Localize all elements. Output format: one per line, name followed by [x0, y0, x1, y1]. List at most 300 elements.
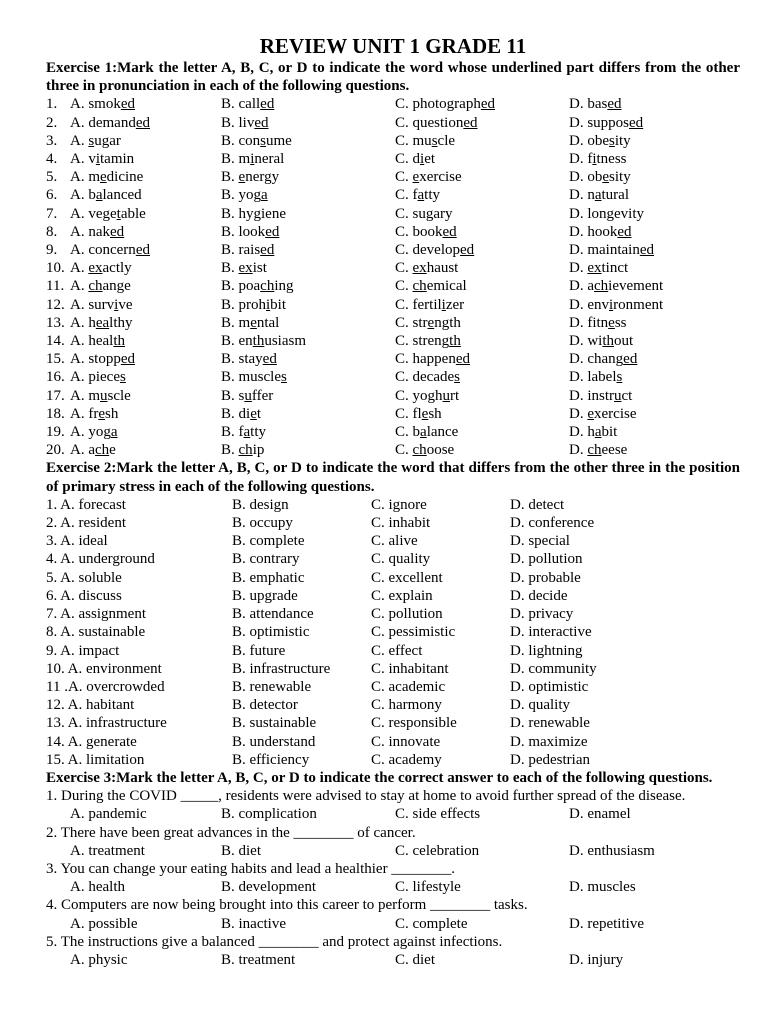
- option-text: B. poa: [221, 278, 261, 295]
- answer-option: [70, 277, 221, 295]
- question-number: 2.: [46, 114, 58, 131]
- option-text: B. proh: [221, 296, 266, 313]
- underlined-part: g: [606, 205, 614, 222]
- answer-option: [70, 350, 221, 368]
- underlined-part: ed: [463, 114, 478, 131]
- option-text: D. chang: [569, 351, 624, 368]
- option-text: able: [120, 205, 146, 222]
- answer-option: D. probable: [510, 569, 581, 586]
- answer-option: [569, 132, 729, 150]
- answer-option: [395, 277, 569, 295]
- answer-option: D. pedestrian: [510, 751, 590, 768]
- question-number: 13.: [46, 314, 65, 331]
- answer-option: [569, 259, 729, 277]
- option-text: et: [424, 151, 436, 168]
- underlined-part: ed: [265, 223, 280, 240]
- underlined-part: s: [260, 132, 267, 149]
- exercise-2-instruction: Exercise 2:Mark the letter A, B, C, or D to indicate the word that differs from the other three in the position of primary stress in each of the following questions.: [46, 460, 740, 495]
- option-text: B. rais: [221, 242, 261, 259]
- answer-option: B. sustainable: [232, 715, 317, 732]
- underlined-part: ed: [455, 351, 470, 368]
- underlined-part: ed: [480, 96, 495, 113]
- underlined-part: a: [261, 187, 268, 204]
- answer-option: [569, 205, 729, 223]
- answer-option: [221, 150, 395, 168]
- option-text: dicine: [106, 169, 144, 186]
- answer-option: C. diet: [395, 951, 435, 968]
- underlined-part: ch: [594, 278, 609, 295]
- answer-option: B. development: [221, 879, 316, 896]
- question-row: [46, 332, 740, 350]
- option-text: tty: [250, 424, 267, 441]
- underlined-part: s: [88, 132, 95, 149]
- option-text: usiasm: [264, 333, 307, 350]
- question-number: 3.: [46, 132, 58, 149]
- option-text: B. m: [221, 151, 251, 168]
- option-text: C. d: [395, 151, 421, 168]
- question-row: [46, 205, 740, 223]
- option-text: B. hy: [221, 205, 254, 222]
- exercise-3-instruction: Exercise 3:Mark the letter A, B, C, or D to indicate the correct answer to each of the following questions.: [46, 769, 713, 786]
- answer-option: [70, 387, 221, 405]
- option-text: A.: [70, 278, 89, 295]
- answer-option: [569, 368, 729, 386]
- answer-option: D. repetitive: [569, 915, 644, 932]
- answer-option: D. privacy: [510, 606, 574, 623]
- answer-option: C. effect: [371, 642, 423, 659]
- answer-option: A. health: [70, 879, 125, 896]
- answer-option: B. inactive: [221, 915, 286, 932]
- option-text: sh: [105, 405, 119, 422]
- underlined-part: ed: [623, 351, 638, 368]
- option-text: ary: [433, 205, 453, 222]
- indent-spacer: [46, 805, 70, 823]
- question-row: [46, 423, 740, 441]
- option-text: bit: [270, 296, 287, 313]
- option-text: D. wi: [569, 333, 603, 350]
- option-text: D. label: [569, 369, 617, 386]
- answer-option: [221, 114, 395, 132]
- answer-option: D. quality: [510, 697, 570, 714]
- option-text: C. book: [395, 223, 443, 240]
- answer-option: [221, 423, 395, 441]
- question-text: 1. During the COVID _____, residents were advised to stay at home to avoid further spread of the disease.: [46, 788, 686, 805]
- underlined-part: ch: [412, 278, 427, 295]
- question-number: 12.: [46, 296, 65, 313]
- option-text: lance: [426, 424, 459, 441]
- answer-option: D. injury: [569, 951, 624, 968]
- option-text: C. develop: [395, 242, 460, 259]
- answer-option: D. special: [510, 533, 570, 550]
- option-text: xercise: [419, 169, 462, 186]
- answer-option: B. renewable: [232, 678, 312, 695]
- question-row: [46, 223, 740, 241]
- option-text: ct: [621, 387, 633, 404]
- answer-option: B. infrastructure: [232, 660, 331, 677]
- option-text: sity: [609, 169, 631, 186]
- answer-option: [569, 186, 729, 204]
- option-text: lanced: [102, 187, 142, 204]
- underlined-part: ed: [629, 114, 644, 131]
- underlined-part: t: [116, 205, 121, 222]
- question-row: [46, 277, 740, 295]
- answer-option: C. quality: [371, 551, 431, 568]
- answer-option: [70, 223, 221, 241]
- answer-option: [70, 423, 221, 441]
- option-text: evity: [614, 205, 644, 222]
- underlined-part: ch: [238, 442, 253, 459]
- question-first-option: 12. A. habitant: [46, 697, 135, 714]
- option-text: D. maintain: [569, 242, 640, 259]
- answer-option: C. innovate: [371, 733, 441, 750]
- answer-option: [395, 368, 569, 386]
- underlined-part: u: [100, 387, 108, 404]
- answer-option: [70, 132, 221, 150]
- answer-option: [395, 205, 569, 223]
- answer-option: D. decide: [510, 587, 568, 604]
- question-number: 1.: [46, 96, 58, 113]
- exercise-2-questions: [46, 496, 740, 769]
- answer-option: [221, 205, 395, 223]
- underlined-part: ed: [460, 242, 475, 259]
- answer-option: [221, 405, 395, 423]
- underlined-part: a: [594, 424, 602, 441]
- underlined-part: e: [421, 405, 429, 422]
- option-text: ing: [274, 278, 294, 295]
- answer-option: [569, 114, 729, 132]
- underlined-part: e: [98, 405, 105, 422]
- underlined-part: ch: [95, 442, 110, 459]
- option-text: B. stay: [221, 351, 263, 368]
- option-text: cle: [437, 132, 456, 149]
- underlined-part: e: [427, 314, 435, 331]
- underlined-part: ed: [260, 242, 275, 259]
- answer-options-row: [46, 951, 740, 969]
- answer-option: [221, 241, 395, 259]
- option-text: C. fertil: [395, 296, 442, 313]
- underlined-part: s: [454, 369, 460, 386]
- option-text: A. fr: [70, 405, 99, 422]
- option-text: D. f: [569, 151, 593, 168]
- option-text: A. m: [70, 169, 100, 186]
- underlined-part: ex: [412, 260, 427, 277]
- underlined-part: e: [250, 405, 257, 422]
- option-text: ss: [614, 314, 627, 331]
- underlined-part: ch: [587, 442, 602, 459]
- option-text: D. bas: [569, 96, 608, 113]
- underlined-part: ch: [412, 442, 427, 459]
- option-text: B. muscle: [221, 369, 281, 386]
- question-number: 7.: [46, 205, 58, 222]
- answer-option: [70, 95, 221, 113]
- option-text: D. suppos: [569, 114, 630, 131]
- option-text: D.: [569, 442, 588, 459]
- underlined-part: ed: [607, 96, 622, 113]
- question-row: [46, 350, 740, 368]
- question-number: 14.: [46, 333, 65, 350]
- answer-option: C. explain: [371, 587, 433, 604]
- answer-option: [395, 223, 569, 241]
- answer-option: [221, 441, 395, 459]
- question-row: [46, 95, 740, 113]
- answer-option: [569, 241, 729, 259]
- option-text: A. heal: [70, 333, 114, 350]
- option-text: ip: [252, 442, 265, 459]
- option-text: C. str: [395, 314, 428, 331]
- answer-option: A. possible: [70, 915, 138, 932]
- answer-option: [569, 314, 729, 332]
- underlined-part: e: [602, 169, 610, 186]
- option-text: D.: [569, 260, 588, 277]
- answer-option: [395, 259, 569, 277]
- answer-option: B. efficiency: [232, 751, 310, 768]
- underlined-part: s: [431, 132, 438, 149]
- option-text: tty: [424, 187, 441, 204]
- option-text: C. b: [395, 424, 421, 441]
- question-number: 20.: [46, 442, 65, 459]
- answer-option: [395, 423, 569, 441]
- option-text: ume: [266, 132, 292, 149]
- exercise-1-questions: [46, 95, 740, 459]
- exercise-1: [46, 59, 740, 459]
- option-text: A. h: [70, 314, 96, 331]
- option-text: D. ob: [569, 169, 603, 186]
- question-number: 17.: [46, 387, 65, 404]
- answer-option: B. future: [232, 642, 286, 659]
- underlined-part: ch: [88, 278, 103, 295]
- option-text: C. decade: [395, 369, 455, 386]
- answer-option: [569, 441, 729, 459]
- answer-option: D. maximize: [510, 733, 588, 750]
- option-text: C. happen: [395, 351, 456, 368]
- answer-options-row: [46, 878, 740, 896]
- answer-option: [395, 150, 569, 168]
- option-text: ist: [252, 260, 267, 277]
- option-text: eese: [601, 442, 628, 459]
- option-text: D. lon: [569, 205, 607, 222]
- answer-option: C. lifestyle: [395, 879, 461, 896]
- answer-option: [70, 168, 221, 186]
- option-text: A. b: [70, 187, 96, 204]
- indent-spacer: [46, 842, 70, 860]
- answer-option: [70, 332, 221, 350]
- answer-option: C. academy: [371, 751, 442, 768]
- question-first-option: 13. A. infrastructure: [46, 715, 167, 732]
- underlined-part: i: [609, 296, 614, 313]
- underlined-part: u: [244, 387, 252, 404]
- option-text: C. su: [395, 205, 426, 222]
- question-row: [46, 296, 740, 314]
- underlined-part: e: [412, 169, 420, 186]
- answer-option: B. detector: [232, 697, 298, 714]
- answer-option: [395, 314, 569, 332]
- underlined-part: a: [95, 187, 103, 204]
- question-row: [46, 259, 740, 277]
- answer-option: [569, 296, 729, 314]
- question-row: [46, 569, 740, 587]
- option-text: B. liv: [221, 114, 255, 131]
- answer-option: D. lightning: [510, 642, 583, 659]
- question-row: [46, 514, 740, 532]
- option-text: A. yog: [70, 424, 111, 441]
- question-first-option: 7. A. assignment: [46, 606, 146, 623]
- answer-option: [395, 95, 569, 113]
- underlined-part: i: [250, 151, 255, 168]
- option-text: B. yog: [221, 187, 262, 204]
- option-text: C. streng: [395, 333, 450, 350]
- question-number: 5.: [46, 169, 58, 186]
- underlined-part: th: [449, 333, 461, 350]
- question-row: [46, 642, 740, 660]
- option-text: A.: [70, 132, 89, 149]
- option-text: emical: [426, 278, 467, 295]
- answer-option: [70, 241, 221, 259]
- option-text: rt: [450, 387, 460, 404]
- answer-option: [70, 314, 221, 332]
- question-row: [46, 532, 740, 550]
- answer-option: [221, 350, 395, 368]
- question-first-option: 1. A. forecast: [46, 496, 126, 513]
- option-text: A. a: [70, 442, 95, 459]
- answer-option: [569, 95, 729, 113]
- answer-option: [395, 296, 569, 314]
- underlined-part: ex: [238, 260, 253, 277]
- underlined-part: ed: [254, 114, 269, 131]
- answer-option: B. upgrade: [232, 587, 298, 604]
- question-row: [46, 733, 740, 751]
- option-text: tinct: [601, 260, 629, 277]
- option-text: tness: [596, 151, 627, 168]
- answer-option: C. side effects: [395, 806, 481, 823]
- question-first-option: 9. A. impact: [46, 642, 120, 659]
- answer-option: B. occupy: [232, 515, 293, 532]
- option-text: C.: [395, 278, 413, 295]
- answer-option: [569, 168, 729, 186]
- option-text: C. fl: [395, 405, 422, 422]
- question-number: 9.: [46, 242, 58, 259]
- option-text: B. en: [221, 333, 253, 350]
- option-text: D.: [569, 405, 588, 422]
- option-text: ronment: [613, 296, 664, 313]
- answer-option: D. enthusiasm: [569, 842, 655, 859]
- underlined-part: i: [266, 296, 271, 313]
- underlined-part: ed: [442, 223, 457, 240]
- option-text: A. demand: [70, 114, 136, 131]
- answer-option: [569, 223, 729, 241]
- option-text: ve: [118, 296, 133, 313]
- option-text: bit: [601, 424, 618, 441]
- option-text: scle: [107, 387, 131, 404]
- option-text: A. concern: [70, 242, 136, 259]
- question-row: [46, 496, 740, 514]
- underlined-part: th: [252, 333, 265, 350]
- underlined-part: i: [441, 296, 446, 313]
- underlined-part: s: [281, 369, 287, 386]
- option-text: tamin: [100, 151, 135, 168]
- answer-option: D. pollution: [510, 551, 583, 568]
- option-text: A.: [70, 260, 89, 277]
- answer-option: D. enamel: [569, 806, 631, 823]
- option-text: ugar: [94, 132, 121, 149]
- underlined-part: ed: [639, 242, 654, 259]
- question-text: 5. The instructions give a balanced ________ and protect against infections.: [46, 933, 503, 950]
- question-first-option: 5. A. soluble: [46, 569, 122, 586]
- question-row: [46, 405, 740, 423]
- answer-option: B. optimistic: [232, 624, 310, 641]
- answer-option: B. complication: [221, 806, 317, 823]
- option-text: tural: [601, 187, 630, 204]
- underlined-part: a: [420, 424, 427, 441]
- question-row: [46, 623, 740, 641]
- answer-option: [395, 186, 569, 204]
- option-text: B. look: [221, 223, 266, 240]
- option-text: D. n: [569, 187, 595, 204]
- option-text: B.: [221, 260, 239, 277]
- answer-option: A. pandemic: [70, 806, 147, 823]
- exercise-2: [46, 459, 740, 768]
- answer-option: [395, 332, 569, 350]
- option-text: A. nak: [70, 223, 110, 240]
- answer-option: D. conference: [510, 515, 595, 532]
- answer-option: [221, 277, 395, 295]
- question-first-option: 2. A. resident: [46, 515, 126, 532]
- answer-option: B. understand: [232, 733, 316, 750]
- underlined-part: e: [250, 314, 257, 331]
- answer-option: [569, 423, 729, 441]
- answer-option: [221, 368, 395, 386]
- underlined-part: g: [425, 205, 434, 222]
- option-text: ievement: [608, 278, 664, 295]
- option-text: B. call: [221, 96, 261, 113]
- answer-option: A. treatment: [70, 842, 145, 859]
- answer-option: [569, 277, 729, 295]
- answer-option: [221, 186, 395, 204]
- option-text: oose: [426, 442, 455, 459]
- exercise-3-questions: [46, 787, 740, 969]
- question-row: [46, 132, 740, 150]
- underlined-part: i: [114, 296, 119, 313]
- answer-option: [221, 387, 395, 405]
- option-text: C.: [395, 260, 413, 277]
- option-text: D. env: [569, 296, 609, 313]
- answer-option: [70, 368, 221, 386]
- underlined-part: e: [608, 314, 615, 331]
- answer-option: [569, 387, 729, 405]
- question-row: [46, 696, 740, 714]
- option-text: B.: [221, 442, 239, 459]
- question-row: [46, 368, 740, 386]
- option-text: iene: [261, 205, 286, 222]
- question-row: [46, 314, 740, 332]
- question-row: [46, 714, 740, 732]
- answer-option: [395, 241, 569, 259]
- answer-option: B. diet: [221, 842, 261, 859]
- answer-option: C. inhabitant: [371, 660, 449, 677]
- exercise-1-instruction: Exercise 1:Mark the letter A, B, C, or D to indicate the word whose underlined part differs from the other three in pronunciation in each of the following questions.: [46, 60, 740, 95]
- option-text: ngth: [434, 314, 461, 331]
- underlined-part: ex: [587, 260, 602, 277]
- question-row: [46, 168, 740, 186]
- option-text: B. f: [221, 424, 244, 441]
- answer-option: C. celebration: [395, 842, 480, 859]
- answer-option: [395, 350, 569, 368]
- question-first-option: 6. A. discuss: [46, 587, 122, 604]
- question-first-option: 4. A. underground: [46, 551, 155, 568]
- answer-option: [221, 168, 395, 186]
- underlined-part: s: [616, 369, 623, 386]
- option-text: xercise: [594, 405, 637, 422]
- option-text: D. hook: [569, 223, 618, 240]
